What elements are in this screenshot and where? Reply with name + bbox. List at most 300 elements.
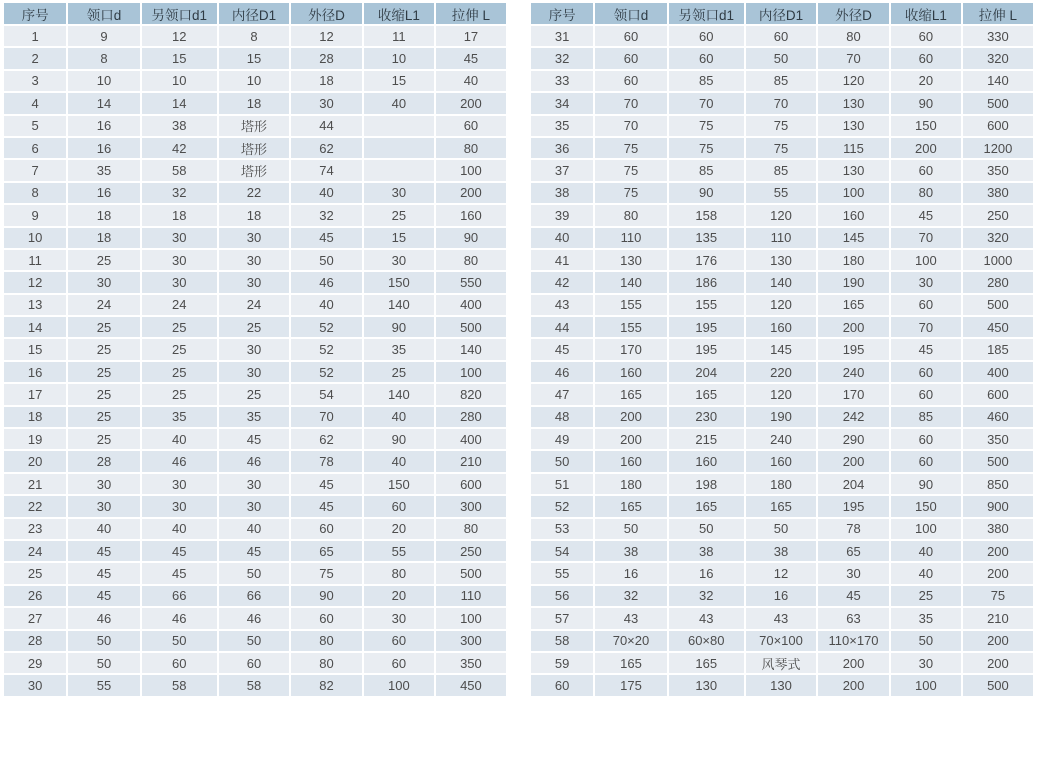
table-cell: 24	[142, 295, 217, 315]
column-header: 拉伸 L	[963, 3, 1033, 24]
table-cell: 16	[68, 183, 140, 203]
table-cell: 60	[364, 631, 434, 651]
table-row	[4, 26, 506, 46]
table-cell: 450	[963, 317, 1033, 337]
table-cell: 110	[436, 586, 506, 606]
table-cell: 200	[963, 541, 1033, 561]
table-cell: 350	[963, 429, 1033, 449]
table-cell: 15	[364, 71, 434, 91]
table-cell: 220	[746, 362, 817, 382]
table-cell: 5	[4, 116, 66, 136]
table-cell: 45	[531, 339, 593, 359]
table-cell: 30	[142, 250, 217, 270]
table-cell: 50	[746, 48, 817, 68]
table-cell: 32	[669, 586, 744, 606]
table-cell: 25	[364, 205, 434, 225]
table-cell: 500	[963, 295, 1033, 315]
table-cell: 19	[4, 429, 66, 449]
table-cell: 50	[68, 631, 140, 651]
table-cell: 210	[436, 451, 506, 471]
table-cell: 75	[595, 160, 667, 180]
table-cell: 40	[436, 71, 506, 91]
table-cell: 45	[891, 205, 961, 225]
table-cell: 塔形	[219, 116, 290, 136]
table-cell: 160	[595, 362, 667, 382]
table-cell: 165	[595, 496, 667, 516]
table-cell: 70	[595, 93, 667, 113]
table-cell: 25	[68, 429, 140, 449]
table-cell: 60	[364, 496, 434, 516]
table-cell: 46	[68, 608, 140, 628]
table-cell: 30	[891, 272, 961, 292]
table-cell: 18	[68, 205, 140, 225]
table-cell: 12	[746, 563, 817, 583]
table-row	[4, 205, 506, 225]
table-row	[531, 93, 1033, 113]
table-cell: 30	[142, 272, 217, 292]
table-cell: 40	[891, 541, 961, 561]
table-cell: 45	[818, 586, 889, 606]
table-cell: 280	[436, 407, 506, 427]
table-row	[4, 608, 506, 628]
column-header: 收缩L1	[891, 3, 961, 24]
table-cell: 130	[818, 93, 889, 113]
table-cell: 198	[669, 474, 744, 494]
table-cell: 80	[436, 250, 506, 270]
table-cell: 195	[818, 496, 889, 516]
table-cell: 16	[746, 586, 817, 606]
table-cell: 140	[963, 71, 1033, 91]
table-cell: 130	[818, 160, 889, 180]
table-cell: 30	[219, 228, 290, 248]
table-cell: 115	[818, 138, 889, 158]
table-cell: 18	[291, 71, 362, 91]
table-row	[4, 183, 506, 203]
table-cell: 60	[669, 48, 744, 68]
table-cell: 14	[142, 93, 217, 113]
table-cell: 35	[891, 608, 961, 628]
table-row	[4, 675, 506, 695]
table-cell: 90	[364, 317, 434, 337]
table-cell: 风琴式	[746, 653, 817, 673]
table-cell: 110	[595, 228, 667, 248]
table-cell: 45	[891, 339, 961, 359]
table-row	[531, 451, 1033, 471]
table-cell: 43	[531, 295, 593, 315]
table-cell: 130	[669, 675, 744, 695]
table-cell: 20	[364, 519, 434, 539]
table-cell: 204	[669, 362, 744, 382]
table-row	[4, 272, 506, 292]
spec-table-right	[529, 1, 1035, 698]
table-cell: 280	[963, 272, 1033, 292]
table-cell: 155	[669, 295, 744, 315]
table-row	[4, 519, 506, 539]
table-cell: 塔形	[219, 138, 290, 158]
table-cell: 15	[142, 48, 217, 68]
table-cell: 30	[142, 228, 217, 248]
table-cell: 165	[818, 295, 889, 315]
table-cell: 30	[142, 474, 217, 494]
table-cell: 46	[531, 362, 593, 382]
table-cell: 63	[818, 608, 889, 628]
table-cell: 150	[891, 116, 961, 136]
table-cell: 12	[142, 26, 217, 46]
table-cell: 75	[963, 586, 1033, 606]
table-cell: 200	[595, 407, 667, 427]
table-cell: 50	[219, 631, 290, 651]
table-cell: 70	[818, 48, 889, 68]
table-cell: 60	[891, 384, 961, 404]
table-cell: 52	[291, 339, 362, 359]
table-cell: 160	[595, 451, 667, 471]
table-row	[531, 407, 1033, 427]
table-cell: 56	[531, 586, 593, 606]
table-cell: 330	[963, 26, 1033, 46]
table-cell: 160	[746, 451, 817, 471]
table-cell: 8	[68, 48, 140, 68]
table-cell: 85	[746, 71, 817, 91]
table-cell: 140	[746, 272, 817, 292]
table-cell: 85	[669, 71, 744, 91]
table-cell: 45	[436, 48, 506, 68]
table-cell: 60	[891, 451, 961, 471]
table-cell: 60	[891, 295, 961, 315]
table-cell: 60	[531, 675, 593, 695]
table-cell: 78	[818, 519, 889, 539]
table-cell: 200	[436, 183, 506, 203]
table-cell: 3	[4, 71, 66, 91]
table-cell: 50	[68, 653, 140, 673]
table-cell: 200	[963, 631, 1033, 651]
table-cell: 130	[746, 675, 817, 695]
table-cell: 60×80	[669, 631, 744, 651]
table-cell: 32	[595, 586, 667, 606]
table-cell: 65	[291, 541, 362, 561]
table-row	[531, 519, 1033, 539]
table-cell: 1	[4, 26, 66, 46]
table-cell: 70×20	[595, 631, 667, 651]
table-row	[531, 317, 1033, 337]
table-cell: 57	[531, 608, 593, 628]
table-cell: 160	[746, 317, 817, 337]
table-cell: 200	[818, 653, 889, 673]
table-row	[531, 205, 1033, 225]
table-cell: 17	[436, 26, 506, 46]
table-row	[4, 541, 506, 561]
table-cell: 74	[291, 160, 362, 180]
table-cell: 40	[291, 183, 362, 203]
table-cell: 20	[891, 71, 961, 91]
table-cell: 60	[595, 26, 667, 46]
table-cell: 165	[669, 496, 744, 516]
table-cell: 25	[4, 563, 66, 583]
table-row	[4, 586, 506, 606]
table-cell: 42	[531, 272, 593, 292]
table-cell: 30	[219, 474, 290, 494]
table-row	[531, 71, 1033, 91]
table-cell: 25	[364, 362, 434, 382]
table-cell: 22	[4, 496, 66, 516]
table-cell: 100	[891, 250, 961, 270]
table-cell: 10	[364, 48, 434, 68]
table-cell: 110	[746, 228, 817, 248]
table-cell: 50	[142, 631, 217, 651]
table-row	[531, 362, 1033, 382]
table-cell: 39	[531, 205, 593, 225]
table-cell: 900	[963, 496, 1033, 516]
table-cell: 90	[891, 474, 961, 494]
column-header: 拉伸 L	[436, 3, 506, 24]
table-cell: 100	[891, 519, 961, 539]
table-cell: 16	[4, 362, 66, 382]
table-cell: 45	[291, 474, 362, 494]
table-cell: 16	[669, 563, 744, 583]
table-cell: 170	[595, 339, 667, 359]
table-cell: 50	[531, 451, 593, 471]
table-cell: 18	[68, 228, 140, 248]
table-cell: 66	[142, 586, 217, 606]
table-row	[4, 138, 506, 158]
column-header: 序号	[4, 3, 66, 24]
table-cell: 80	[436, 138, 506, 158]
table-cell: 380	[963, 183, 1033, 203]
table-cell: 250	[963, 205, 1033, 225]
table-cell: 23	[4, 519, 66, 539]
table-row	[531, 228, 1033, 248]
table-cell: 59	[531, 653, 593, 673]
table-cell: 17	[4, 384, 66, 404]
table-cell: 15	[364, 228, 434, 248]
table-cell: 55	[746, 183, 817, 203]
table-cell: 62	[291, 429, 362, 449]
table-cell: 32	[142, 183, 217, 203]
table-cell: 200	[818, 675, 889, 695]
table-cell: 50	[891, 631, 961, 651]
table-cell: 165	[595, 384, 667, 404]
table-cell: 70	[891, 228, 961, 248]
table-cell: 38	[669, 541, 744, 561]
table-cell: 1200	[963, 138, 1033, 158]
table-cell: 42	[142, 138, 217, 158]
table-row	[4, 362, 506, 382]
table-row	[531, 48, 1033, 68]
table-cell: 40	[142, 519, 217, 539]
table-cell: 46	[219, 608, 290, 628]
table-row	[4, 407, 506, 427]
table-cell: 176	[669, 250, 744, 270]
column-header: 外径D	[818, 3, 889, 24]
table-cell: 250	[436, 541, 506, 561]
table-cell: 500	[436, 563, 506, 583]
table-row	[4, 317, 506, 337]
table-cell: 100	[436, 160, 506, 180]
table-cell: 30	[364, 250, 434, 270]
table-cell: 25	[142, 339, 217, 359]
table-cell: 70×100	[746, 631, 817, 651]
table-cell: 25	[68, 362, 140, 382]
table-cell: 500	[963, 451, 1033, 471]
table-cell: 65	[818, 541, 889, 561]
table-cell: 11	[4, 250, 66, 270]
table-cell: 54	[291, 384, 362, 404]
table-cell: 35	[531, 116, 593, 136]
table-cell: 75	[669, 138, 744, 158]
table-row	[531, 138, 1033, 158]
table-cell: 60	[364, 653, 434, 673]
table-cell: 175	[595, 675, 667, 695]
table-header-row	[531, 3, 1033, 24]
table-cell: 40	[364, 451, 434, 471]
column-header: 另领口d1	[669, 3, 744, 24]
table-cell: 80	[291, 631, 362, 651]
table-cell: 60	[891, 160, 961, 180]
table-cell: 140	[364, 295, 434, 315]
table-row	[531, 429, 1033, 449]
table-cell: 130	[818, 116, 889, 136]
table-cell: 40	[219, 519, 290, 539]
table-cell: 80	[291, 653, 362, 673]
table-cell: 90	[364, 429, 434, 449]
table-cell: 200	[818, 317, 889, 337]
table-cell: 500	[963, 675, 1033, 695]
table-cell: 10	[142, 71, 217, 91]
table-cell: 78	[291, 451, 362, 471]
table-cell: 24	[4, 541, 66, 561]
table-cell: 25	[68, 250, 140, 270]
table-cell: 25	[68, 384, 140, 404]
table-cell: 200	[963, 653, 1033, 673]
table-cell: 30	[891, 653, 961, 673]
table-cell: 58	[142, 160, 217, 180]
table-cell: 35	[68, 160, 140, 180]
table-cell: 240	[818, 362, 889, 382]
table-cell: 120	[746, 295, 817, 315]
table-row	[531, 160, 1033, 180]
table-cell: 15	[219, 48, 290, 68]
table-cell: 170	[818, 384, 889, 404]
table-row	[531, 384, 1033, 404]
table-row	[531, 586, 1033, 606]
table-row	[531, 26, 1033, 46]
table-cell: 190	[746, 407, 817, 427]
table-cell: 204	[818, 474, 889, 494]
table-cell: 55	[531, 563, 593, 583]
table-cell: 550	[436, 272, 506, 292]
table-cell: 52	[531, 496, 593, 516]
table-cell: 70	[595, 116, 667, 136]
table-cell: 30	[364, 183, 434, 203]
table-cell: 60	[746, 26, 817, 46]
table-row	[4, 631, 506, 651]
column-header: 领口d	[68, 3, 140, 24]
table-cell: 215	[669, 429, 744, 449]
table-row	[4, 429, 506, 449]
table-cell: 290	[818, 429, 889, 449]
table-cell: 51	[531, 474, 593, 494]
table-cell: 140	[364, 384, 434, 404]
table-cell: 110×170	[818, 631, 889, 651]
table-cell: 45	[68, 586, 140, 606]
table-cell: 30	[219, 362, 290, 382]
table-cell: 320	[963, 228, 1033, 248]
table-cell: 18	[219, 93, 290, 113]
table-cell: 25	[219, 317, 290, 337]
table-cell: 80	[891, 183, 961, 203]
table-cell: 75	[595, 183, 667, 203]
table-cell: 40	[531, 228, 593, 248]
table-cell: 135	[669, 228, 744, 248]
table-cell: 210	[963, 608, 1033, 628]
table-cell: 130	[746, 250, 817, 270]
table-cell: 60	[891, 362, 961, 382]
table-cell: 180	[595, 474, 667, 494]
table-cell: 600	[436, 474, 506, 494]
table-cell: 200	[963, 563, 1033, 583]
table-cell: 500	[963, 93, 1033, 113]
table-cell: 120	[818, 71, 889, 91]
table-cell: 47	[531, 384, 593, 404]
table-cell: 130	[595, 250, 667, 270]
table-cell: 100	[364, 675, 434, 695]
table-cell: 100	[436, 362, 506, 382]
table-cell: 45	[68, 563, 140, 583]
table-cell: 62	[291, 138, 362, 158]
table-cell: 38	[531, 183, 593, 203]
table-cell: 190	[818, 272, 889, 292]
table-cell: 75	[746, 138, 817, 158]
table-cell: 21	[4, 474, 66, 494]
table-row	[531, 496, 1033, 516]
table-cell: 90	[436, 228, 506, 248]
table-cell: 10	[4, 228, 66, 248]
table-cell: 450	[436, 675, 506, 695]
table-cell: 300	[436, 631, 506, 651]
table-cell: 塔形	[219, 160, 290, 180]
table-cell: 44	[531, 317, 593, 337]
table-cell: 30	[364, 608, 434, 628]
table-cell: 18	[4, 407, 66, 427]
table-cell: 195	[818, 339, 889, 359]
table-cell: 460	[963, 407, 1033, 427]
table-cell: 52	[291, 362, 362, 382]
table-cell: 55	[364, 541, 434, 561]
table-cell: 82	[291, 675, 362, 695]
table-cell: 155	[595, 317, 667, 337]
table-row	[4, 384, 506, 404]
table-cell: 120	[746, 205, 817, 225]
table-cell: 320	[963, 48, 1033, 68]
column-header: 内径D1	[219, 3, 290, 24]
table-cell: 53	[531, 519, 593, 539]
table-cell: 30	[219, 272, 290, 292]
table-cell: 200	[595, 429, 667, 449]
table-cell: 70	[669, 93, 744, 113]
column-header: 内径D1	[746, 3, 817, 24]
table-cell: 40	[142, 429, 217, 449]
table-cell: 40	[68, 519, 140, 539]
table-cell: 70	[291, 407, 362, 427]
column-header: 序号	[531, 3, 593, 24]
table-cell: 16	[595, 563, 667, 583]
table-cell: 230	[669, 407, 744, 427]
table-cell: 32	[291, 205, 362, 225]
table-cell: 25	[142, 362, 217, 382]
table-cell: 40	[291, 295, 362, 315]
table-cell: 600	[963, 116, 1033, 136]
table-cell: 48	[531, 407, 593, 427]
table-cell: 600	[963, 384, 1033, 404]
